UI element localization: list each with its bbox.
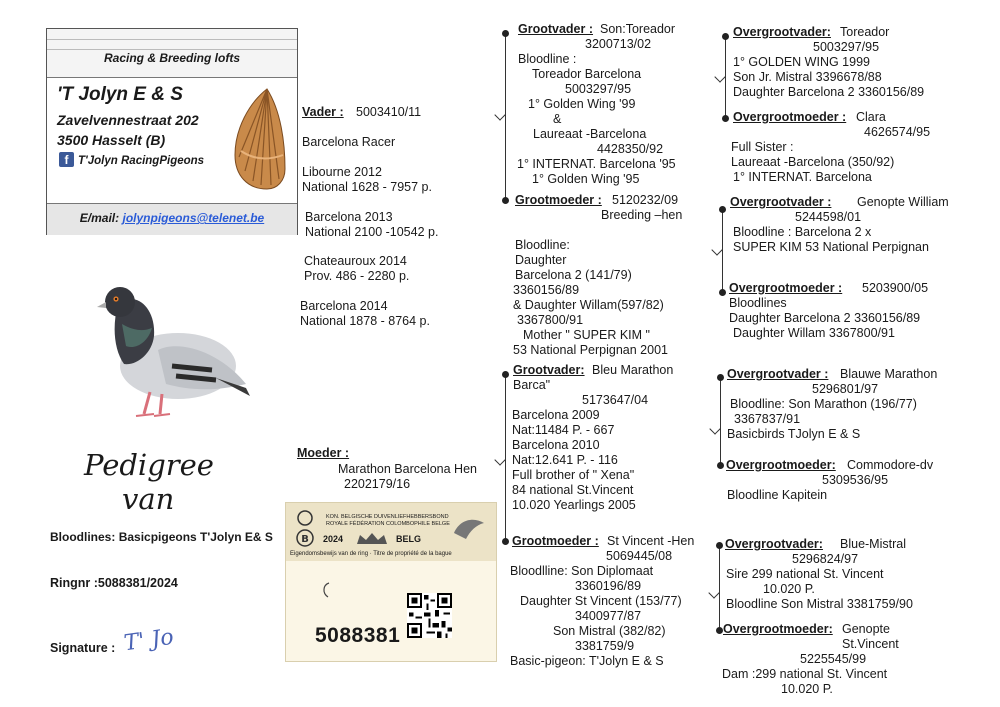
great-grandparent-detail: Bloodlines [729,296,787,310]
grandparent-detail: 5069445/08 [606,549,673,563]
dam-ring: 2202179/16 [344,477,411,491]
sire-arrow-icon [494,109,505,120]
sire-result-place: Prov. 486 - 2280 p. [304,269,410,283]
great-grandparent-name: 5203900/05 [862,281,929,295]
bloodlines-label: Bloodlines: [50,530,116,544]
grandparent-name: 5120232/09 [612,193,679,207]
grandparent-label: Grootmoeder : [515,193,602,207]
grandparent-detail: 1° INTERNAT. Barcelona '95 [517,157,676,171]
great-grandparent-detail: Bloodline Kapitein [727,488,828,502]
bloodlines-value: Basicpigeons T'Jolyn E& S [118,530,273,544]
qr-code [407,593,452,638]
great-grandparent-detail: 5225545/99 [800,652,867,666]
federation-name: KON. BELGISCHE DUIVENLIEFHEBBERSBOND ROYALE FÉDÉRATION COLOMBOPHILE BELGE [326,514,450,527]
great-grandparent-name: Commodore-dv [847,458,934,472]
ring-number: Ringnr :5088381/2024 [50,576,178,590]
grandparent-name: Bleu Marathon [592,363,674,377]
grandparent-label: Grootmoeder : [512,534,599,548]
great-grandparent-label: Overgrootvader: [733,25,831,39]
pigeon-image [96,280,252,424]
great-grandparent-detail: Basicbirds TJolyn E & S [727,427,861,441]
great-grandparent-detail: 10.020 P. [763,582,815,596]
grandparent-detail: Mother " SUPER KIM " [523,328,650,342]
grandparent-detail: Laureaat -Barcelona [533,127,647,141]
great-grandparent-name: Genopte William [857,195,949,209]
grandparent-detail: Breeding –hen [601,208,683,222]
grandparent-detail: 1° Golden Wing '99 [528,97,636,111]
great-grandparent-detail: 5309536/95 [822,473,889,487]
loft-header-card [46,28,298,235]
gg-arrow-icon-4 [708,587,719,598]
sire-name: Barcelona Racer [302,135,396,149]
sire-result-race: Barcelona 2014 [300,299,388,313]
ring-property-text: Eigendomsbewijs van de ring · Titre de propriété de la bague [290,551,452,557]
great-grandparent-name: Toreador [840,25,890,39]
gg-arrow-icon-2 [711,244,722,255]
grandparent-detail: Barcelona 2 (141/79) [515,268,632,282]
facebook-name: T'Jolyn RacingPigeons [78,155,205,167]
great-grandparent-label: Overgrootmoeder : [729,281,843,295]
great-grandparent-detail: Sire 299 national St. Vincent [726,567,884,581]
ring-country: BELG [396,534,422,544]
great-grandparent-name: Blauwe Marathon [840,367,938,381]
grandparent-detail: & Daughter Willam(597/82) [513,298,664,312]
great-grandparent-name: Genopte [842,622,890,636]
svg-text:B: B [301,534,309,545]
grandparent-detail: 3360196/89 [575,579,642,593]
sire-result-race: Libourne 2012 [302,165,382,179]
great-grandparent-detail: 10.020 P. [781,682,833,696]
great-grandparent-detail: Bloodline: Son Marathon (196/77) [730,397,917,411]
pedigree-subtitle: van [122,482,175,516]
sire-ring: 5003410/11 [356,105,422,119]
grandparent-detail: & [553,112,562,126]
pedigree-title: Pedigree [84,448,214,482]
great-grandparent-detail: 5296824/97 [792,552,859,566]
great-grandparent-detail: St.Vincent [842,637,899,651]
wing-image [227,85,289,193]
grandparent-detail: Toreador Barcelona [532,67,642,81]
loft-street: Zavelvennestraat 202 [57,112,199,128]
great-grandparent-detail: 4626574/95 [864,125,931,139]
grandparent-detail: Full brother of " Xena" [512,468,635,482]
email-line [47,211,297,225]
grandparent-detail: Nat:11484 P. - 667 [512,423,615,437]
great-grandparent-label: Overgrootmoeder: [723,622,833,636]
sire-result-place: National 1628 - 7957 p. [302,180,432,194]
sire-label: Vader : [302,105,344,119]
dam-label: Moeder : [297,446,350,460]
great-grandparent-label: Overgrootmoeder : [733,110,847,124]
great-grandparent-name: Blue-Mistral [840,537,906,551]
grandfather-sire-bullet [502,30,509,37]
great-grandparent-detail: Daughter Barcelona 2 3360156/89 [733,85,925,99]
grandmother-sire-bullet [502,197,509,204]
grandparent-detail: Daughter St Vincent (153/77) [520,594,682,608]
grandfather-dam-bullet [502,371,509,378]
grandparent-detail: 1° Golden Wing '95 [532,172,640,186]
sire-grandparents-connector [505,34,506,202]
grandparent-detail: Nat:12.641 P. - 116 [512,453,618,467]
grandparent-detail: Bloodlline: Son Diplomaat [510,564,654,578]
sire-result-race: Chateauroux 2014 [304,254,407,268]
great-grandparent-detail: Son Jr. Mistral 3396678/88 [733,70,882,84]
signature-scribble: T' Jo [122,624,176,657]
grandparent-detail: 53 National Perpignan 2001 [513,343,668,357]
great-grandparent-detail: 3367837/91 [734,412,801,426]
grandparent-detail: Son Mistral (382/82) [553,624,666,638]
ring-card-number: 5088381 [315,624,401,647]
facebook-icon: f [59,152,74,167]
grandparent-detail: Basic-pigeon: T'Jolyn E & S [510,654,664,668]
grandparent-detail: Bloodline : [518,52,577,66]
grandparent-detail: 5173647/04 [582,393,649,407]
grandparent-detail: 5003297/95 [565,82,632,96]
crown-icon [355,532,389,546]
bloodlines-line [50,530,273,545]
grandparent-label: Grootvader: [513,363,585,377]
loft-tagline: Racing & Breeding lofts [103,51,240,65]
email-label: E/mail: [79,211,120,225]
gg-arrow-icon-3 [709,423,720,434]
great-grandparent-detail: Daughter Barcelona 2 3360156/89 [729,311,921,325]
grandparent-label: Grootvader : [518,22,594,36]
grandparent-detail: Barcelona 2010 [512,438,600,452]
great-grandparent-detail: SUPER KIM 53 National Perpignan [733,240,929,254]
grandparent-detail: 84 national St.Vincent [512,483,634,497]
grandparent-detail: 10.020 Yearlings 2005 [512,498,636,512]
grandparent-name: Son:Toreador [600,22,676,36]
grandmother-dam-bullet [502,538,509,545]
grandparent-detail: Bloodline: [515,238,570,252]
gg-connector-1 [725,37,726,119]
sire-result-place: National 1878 - 8764 p. [300,314,430,328]
great-grandparent-detail: Full Sister : [731,140,794,154]
dam-name: Marathon Barcelona Hen [338,462,477,476]
grandparent-detail: 4428350/92 [597,142,664,156]
ring-mark [320,581,332,599]
loft-name: 'T Jolyn E & S [57,84,183,105]
dam-arrow-icon [494,454,505,465]
great-grandparent-detail: 5296801/97 [812,382,879,396]
bird-emblem-icon [450,513,488,543]
great-grandparent-detail: 5003297/95 [813,40,880,54]
grandparent-detail: 3400977/87 [575,609,642,623]
great-grandparent-label: Overgrootmoeder: [726,458,836,472]
ring-certificate [285,502,497,662]
federation-logo-icon [291,509,319,549]
sire-result-place: National 2100 -10542 p. [305,225,439,239]
sire-result-race: Barcelona 2013 [305,210,393,224]
gg-connector-4 [719,546,720,632]
great-grandparent-label: Overgrootvader : [727,367,829,381]
great-grandparent-detail: Dam :299 national St. Vincent [722,667,888,681]
great-grandparent-detail: Bloodline Son Mistral 3381759/90 [726,597,913,611]
grandparent-detail: Barca" [513,378,551,392]
gg-connector-2 [722,210,723,294]
great-grandparent-detail: 1° GOLDEN WING 1999 [733,55,870,69]
grandparent-detail: Daughter [515,253,567,267]
great-grandparent-label: Overgrootvader: [725,537,823,551]
great-grandparent-label: Overgrootvader : [730,195,832,209]
gg-arrow-icon-1 [714,71,725,82]
great-grandparent-detail: Daughter Willam 3367800/91 [733,326,895,340]
grandparent-detail: 3381759/9 [575,639,635,653]
signature-label: Signature : [50,641,116,655]
great-grandparent-detail: 1° INTERNAT. Barcelona [733,170,872,184]
loft-city: 3500 Hasselt (B) [57,132,166,148]
grandparent-detail: 3360156/89 [513,283,580,297]
grandparent-name: St Vincent -Hen [607,534,695,548]
ring-year: 2024 [323,534,344,544]
grandparent-detail: 3367800/91 [517,313,584,327]
grandparent-detail: Barcelona 2009 [512,408,600,422]
great-grandparent-name: Clara [856,110,886,124]
great-grandparent-detail: 5244598/01 [795,210,862,224]
grandparent-detail: 3200713/02 [585,37,652,51]
great-grandparent-detail: Bloodline : Barcelona 2 x [733,225,872,239]
email-link[interactable]: jolynpigeons@telenet.be [122,211,265,225]
great-grandparent-detail: Laureaat -Barcelona (350/92) [731,155,895,169]
gg-connector-3 [720,378,721,467]
